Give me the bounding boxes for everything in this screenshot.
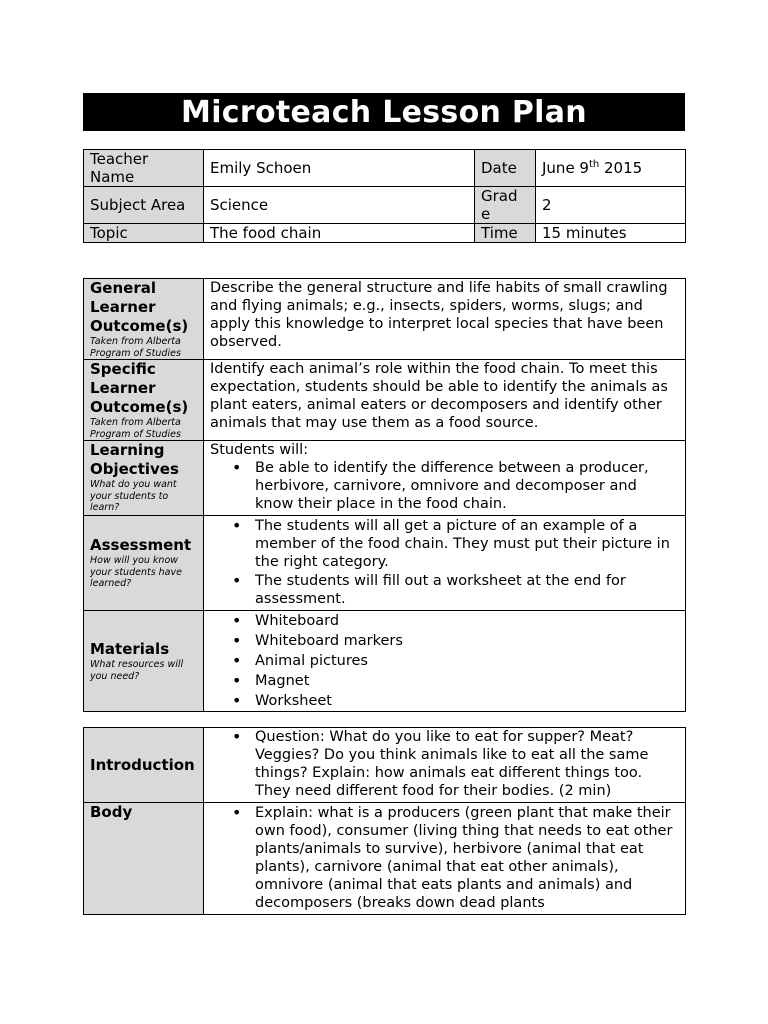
teacher-name-label: Teacher Name	[84, 150, 204, 187]
general-outcome-label-cell	[84, 279, 204, 360]
specific-outcome-label: Specific Learner Outcome(s)	[90, 360, 189, 416]
topic-label: Topic	[84, 224, 204, 243]
outcomes-table	[83, 278, 686, 712]
specific-outcome-sub: Taken from Alberta Program of Studies	[90, 417, 181, 440]
body-list	[210, 804, 679, 912]
lesson-info-table	[83, 149, 686, 243]
assessment-sub: How will you know your students have learned?	[90, 555, 182, 590]
list-item: • Question: What do you like to eat for supper? Meat? Veggies? Do you think animals like to eat all the same things? Explain: how animals eat different things too. They need different food for their bodies. (2 min)	[255, 728, 679, 800]
body-content	[204, 803, 686, 915]
learning-objectives-content	[204, 441, 686, 516]
learning-objectives-sub: What do you want your students to learn?	[90, 479, 177, 513]
teacher-name-value: Emily Schoen	[204, 150, 475, 187]
date-label: Date	[475, 150, 536, 187]
topic-value: The food chain	[204, 224, 475, 243]
learning-objectives-list	[210, 459, 679, 513]
introduction-list	[210, 728, 679, 800]
list-item: • Explain: what is a producers (green plant that make their own food), consumer (living thing that needs to eat other plants/animals to survive), herbivore (animal that eat plants), carnivore (animal that eat other animals), omnivore (animal that eats plants and animals) and decomposers (breaks down dead plants	[255, 804, 679, 912]
subject-area-value: Science	[204, 187, 475, 224]
list-item: • Be able to identify the difference between a producer, herbivore, carnivore, omnivore and decomposer and know their place in the food chain.	[255, 459, 679, 513]
page-title: Microteach Lesson Plan	[83, 93, 685, 131]
body-label: Body	[90, 803, 133, 821]
materials-sub: What resources will you need?	[90, 659, 184, 682]
assessment-label: Assessment	[90, 536, 192, 555]
grade-label: Grad e	[475, 187, 536, 224]
list-item: • Whiteboard markers	[255, 631, 679, 651]
date-value: June 9th 2015	[536, 150, 686, 187]
body-label-cell	[84, 803, 204, 915]
learning-objectives-label: Learning Objectives	[90, 441, 179, 478]
materials-list	[210, 611, 679, 711]
specific-outcome-label-cell	[84, 360, 204, 441]
assessment-label-cell	[84, 516, 204, 611]
introduction-label-cell	[84, 728, 204, 803]
learning-objectives-label-cell	[84, 441, 204, 516]
list-item: • Whiteboard	[255, 611, 679, 631]
assessment-list	[210, 517, 679, 608]
list-item: • The students will all get a picture of an example of a member of the food chain. They must put their picture in the right category.	[255, 517, 679, 571]
list-item: • Animal pictures	[255, 651, 679, 671]
introduction-content	[204, 728, 686, 803]
materials-label-cell	[84, 611, 204, 712]
subject-area-label: Subject Area	[84, 187, 204, 224]
list-item: • Worksheet	[255, 691, 679, 711]
specific-outcome-text: Identify each animal’s role within the food chain. To meet this expectation, students should be able to identify the animals as plant eaters, animal eaters or decomposers and identify other animals that may use them as a food source.	[204, 360, 686, 441]
grade-value: 2	[536, 187, 686, 224]
time-value: 15 minutes	[536, 224, 686, 243]
assessment-content	[204, 516, 686, 611]
procedure-table	[83, 727, 686, 915]
list-item: • The students will fill out a worksheet at the end for assessment.	[255, 572, 679, 608]
learning-objectives-intro: Students will:	[210, 442, 309, 458]
general-outcome-text: Describe the general structure and life habits of small crawling and flying animals; e.g., insects, spiders, worms, slugs; and apply this knowledge to interpret local species that have been observed.	[204, 279, 686, 360]
time-label: Time	[475, 224, 536, 243]
general-outcome-label: General Learner Outcome(s)	[90, 279, 189, 335]
list-item: • Magnet	[255, 671, 679, 691]
materials-label: Materials	[90, 640, 170, 658]
introduction-label: Introduction	[90, 755, 195, 774]
materials-content	[204, 611, 686, 712]
general-outcome-sub: Taken from Alberta Program of Studies	[90, 336, 181, 359]
